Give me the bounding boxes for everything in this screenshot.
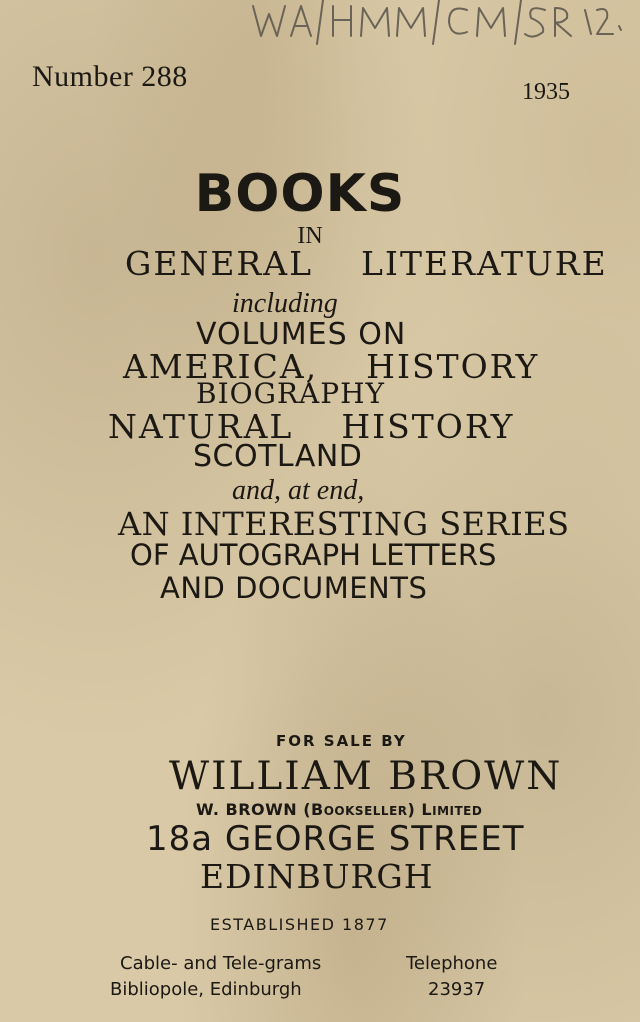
subject-interesting-series: AN INTERESTING SERIES — [118, 505, 570, 543]
established-year: ESTABLISHED 1877 — [210, 915, 389, 934]
company-suffix: ) — [407, 800, 422, 819]
street-address: 18a GEORGE STREET — [146, 819, 525, 859]
subject-autograph-letters: OF AUTOGRAPH LETTERS — [130, 538, 497, 572]
subject-scotland: SCOTLAND — [193, 439, 363, 474]
catalogue-year: 1935 — [522, 79, 570, 105]
company-word-1-initial: B — [311, 800, 324, 819]
company-word-2-rest: IMITED — [432, 804, 483, 818]
title-in: IN — [297, 223, 323, 249]
for-sale-by: FOR SALE BY — [276, 732, 407, 750]
subject-biography: BIOGRAPHY — [196, 377, 386, 410]
word-natural: NATURAL — [108, 407, 294, 446]
seller-name: WILLIAM BROWN — [169, 754, 563, 799]
catalogue-number: Number 288 — [32, 60, 188, 93]
company-word-2-initial: L — [421, 800, 433, 819]
word-history: HISTORY — [366, 347, 540, 386]
company-name — [196, 802, 482, 818]
handwritten-pencil-note — [205, 0, 635, 56]
company-prefix: W. BROWN ( — [196, 800, 312, 819]
company-word-1-rest: OOKSELLER — [323, 804, 408, 818]
title-books: BOOKS — [194, 164, 406, 224]
word-literature: LITERATURE — [361, 244, 608, 283]
word-general: GENERAL — [125, 244, 314, 283]
title-general-literature — [125, 244, 608, 283]
telephone-number: 23937 — [428, 979, 486, 1000]
word-natural-history: HISTORY — [341, 407, 515, 446]
telephone-label: Telephone — [406, 953, 498, 974]
subject-documents: AND DOCUMENTS — [160, 571, 428, 605]
subtitle-volumes-on: VOLUMES ON — [196, 317, 407, 352]
subtitle-and-at-end: and, at end, — [232, 475, 365, 506]
cable-label: Cable- and Tele-grams — [120, 953, 322, 974]
word-america: AMERICA, — [123, 347, 319, 386]
subtitle-including: including — [232, 288, 338, 319]
city: EDINBURGH — [200, 857, 434, 896]
cable-address: Bibliopole, Edinburgh — [110, 979, 302, 1000]
